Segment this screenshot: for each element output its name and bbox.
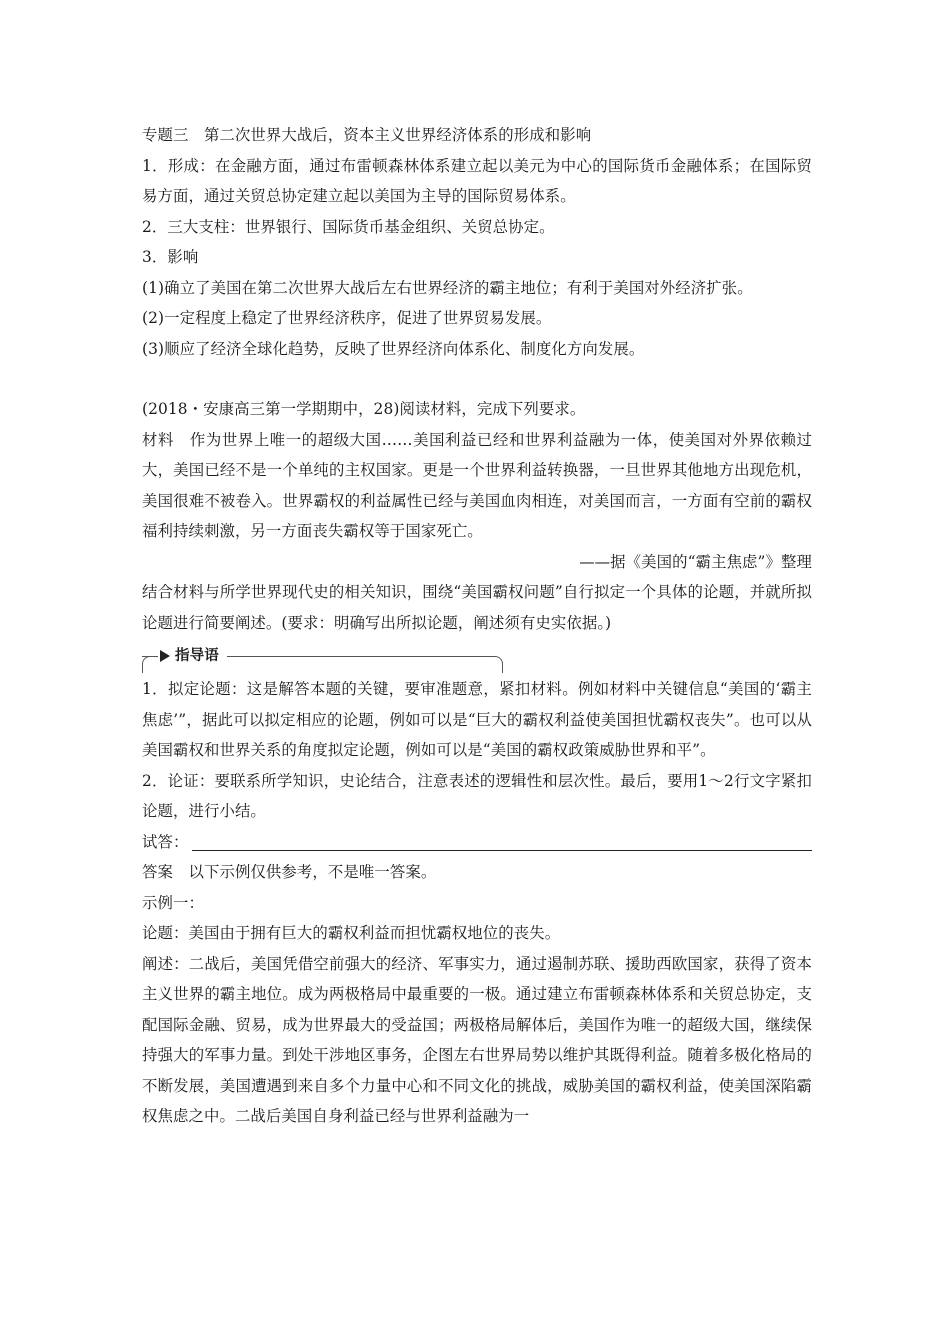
point-impact-1: (1)确立了美国在第二次世界大战后左右世界经济的霸主地位；有利于美国对外经济扩张。 (142, 278, 753, 297)
trial-answer-blank[interactable] (192, 830, 812, 851)
example-elaboration: 阐述：二战后，美国凭借空前强大的经济、军事实力，通过遏制苏联、援助西欧国家，获得了资本主义世界的霸主地位。成为两极格局中最重要的一极。通过建立布雷顿森林体系和关贸总协定，支配国际金融、贸易，成为世界最大的受益国；两极格局解体后，美国作为唯一的超级大国，继续保持强大的军事力量。到处干涉地区事务，企图左右世界局势以维护其既得利益。随着多极化格局的不断发展，美国遭遇到来自多个力量中心和不同文化的挑战，威胁美国的霸权利益，使美国深陷霸权焦虑之中。二战后美国自身利益已经与世界利益融为一 (142, 954, 812, 1125)
guide-header (142, 644, 812, 670)
guide-item-thesis: 1．拟定论题：这是解答本题的关键，要审准题意，紧扣材料。例如材料中关键信息“美国的‘霸主焦虑’”，据此可以拟定相应的论题，例如可以是“巨大的霸权利益使美国担忧霸权丧失”。也可以从美国霸权和世界关系的角度拟定论题，例如可以是“美国的霸权政策威胁世界和平”。 (142, 680, 812, 759)
spacer (142, 364, 812, 394)
answer-note: 答案 以下示例仅供参考，不是唯一答案。 (142, 863, 437, 881)
point-formation: 1．形成：在金融方面，通过布雷顿森林体系建立起以美元为中心的国际货币金融体系；在国际贸易方面，通过关贸总协定建立起以美国为主导的国际贸易体系。 (142, 156, 812, 205)
arrow-right-icon (160, 650, 170, 662)
guide-label: 指导语 (175, 648, 219, 664)
point-impact-2: (2)一定程度上稳定了世界经济秩序，促进了世界贸易发展。 (142, 309, 552, 327)
point-impact-3: (3)顺应了经济全球化趋势，反映了世界经济向体系化、制度化方向发展。 (142, 339, 645, 358)
example-thesis: 论题：美国由于拥有巨大的霸权利益而担忧霸权地位的丧失。 (142, 924, 561, 942)
material-source: ——据《美国的“霸主焦虑”》整理 (579, 552, 812, 571)
question-intro: (2018・安康高三第一学期期中，28)阅读材料，完成下列要求。 (142, 400, 586, 418)
section-title: 专题三 第二次世界大战后，资本主义世界经济体系的形成和影响 (142, 126, 592, 144)
guide-item-argument: 2．论证：要联系所学知识，史论结合，注意表述的逻辑性和层次性。最后，要用1～2行文字紧扣论题，进行小结。 (142, 771, 812, 820)
trial-answer-row (142, 827, 812, 858)
point-impact-heading: 3．影响 (142, 248, 199, 266)
question-task: 结合材料与所学世界现代史的相关知识，围绕“美国霸权问题”自行拟定一个具体的论题，并就所拟论题进行简要阐述。(要求：明确写出所拟论题，阐述须有史实依据。) (142, 583, 812, 632)
trial-label: 试答： (142, 832, 189, 851)
question-material: 材料 作为世界上唯一的超级大国……美国利益已经和世界利益融为一体，使美国对外界依赖过大，美国已经不是一个单纯的主权国家。更是一个世界利益转换器，一旦世界其他地方出现危机，美国很难不被卷入。世界霸权的利益属性已经与美国血肉相连，对美国而言，一方面有空前的霸权福利持续刺激，另一方面丧失霸权等于国家死亡。 (142, 430, 812, 540)
example-label: 示例一： (142, 893, 204, 912)
point-pillars: 2．三大支柱：世界银行、国际货币基金组织、关贸总协定。 (142, 217, 555, 236)
guide-title (158, 644, 227, 668)
document-page (142, 120, 812, 1132)
